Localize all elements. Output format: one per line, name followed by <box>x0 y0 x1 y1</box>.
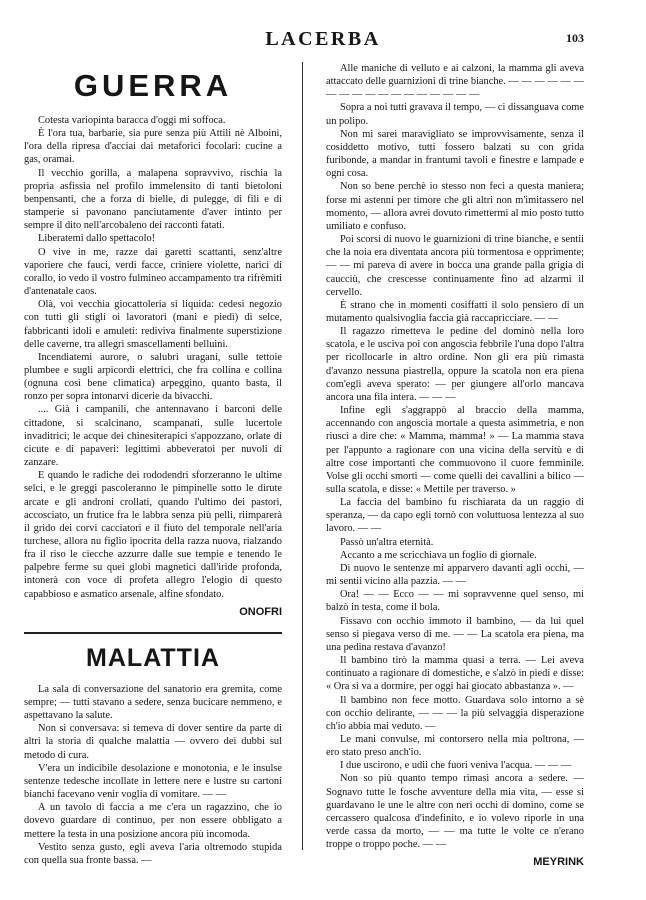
paragraph: Poi scorsi di nuovo le guarnizioni di trine bianche, e sentii che la noia era diventata ancora più tormentosa e opprimente; — — mi pareva di avere in bocca una grande palla grigia di caucciù, che crescesse continuamente fino ad alzarmi il cervello. <box>326 234 584 298</box>
paragraph: Vestito senza gusto, egli aveva l'aria oltremodo stupida con quella sua fronte bassa. — <box>24 841 282 866</box>
paragraph: Le mani convulse, mi contorsero nella mia poltrona, — ero stato preso anch'io. <box>326 733 584 759</box>
author-signature-meyrink: MEYRINK <box>533 856 584 869</box>
left-column <box>24 62 282 867</box>
paragraph: Cotesta variopinta baracca d'oggi mi soffoca. <box>38 115 226 126</box>
paragraph: O vive in me, razze dai garetti scattanti, senz'altre vaporiere che fauci, verdi facce, criniere violette, narici di corallo, io vedo il vostro fulmineo accampamento tra rifrèmiti d'antenatale caos. <box>24 246 282 298</box>
paragraph: Il bambino tirò la mamma quasi a terra. — Lei aveva continuato a ragionare di domestiche, e s'alzò in piedi e disse: « Ora si va a dormire, per oggi hai giocato abbastanza ». — <box>326 655 584 693</box>
paragraph: Il vecchio gorilla, a malapena sopravvivo, rischia la propria asfissia nel profilo immelensito di tanti bietoloni benpensanti, che a forza di bielle, di pulegge, di fili e di stamperie si pavonano panciutamente d'aver intinto per sempre il dito nell'arcobaleno dei racconti fatati. <box>24 167 282 232</box>
paragraph: Sopra a noi tutti gravava il tempo, — ci dissanguava come un polipo. <box>326 102 584 127</box>
article-body-guerra <box>24 114 282 601</box>
paragraph: Il ragazzo rimetteva le pedine del dominò nella loro scatola, e le usciva poi con angoscia febbrile l'una dopo l'altra per ricollocarle in altro ordine. Non gli era più rimasta d'avanzo nessuna piastrella, oppure la scatola non era piena com'egli aveva sperato: — per giungere all'orlo mancava ancora una fila intera. — — — <box>326 326 584 403</box>
article-body-malattia-part1 <box>24 683 282 867</box>
paragraph: Olà, voi vecchia giocattoleria si liquida: cedesi negozio con tutti gli stigli oi lavoratori (mani e piedi) di selce, fabbricanti idoli e amuleti: rediviva finalmente superstizione delle caverne, tra allegri smascellamenti belluini. <box>24 299 282 350</box>
paragraph: Fissavo con occhio immoto il bambino, — da lui quel senso si piegava verso di me. — — La scatola era piena, ma una pedina restava d'avanzo! <box>326 615 584 653</box>
paragraph: Non si conversava: si temeva di dover sentire da parte di altri la storia di qualche malattia — ovvero dei dubbi sul metodo di cura. <box>24 723 282 761</box>
column-divider <box>302 62 303 850</box>
paragraph: Di nuovo le sentenze mi apparvero davanti agli occhi, — mi sentii vicino alla pazzia. — — <box>326 562 584 588</box>
journal-title: LACERBA <box>265 28 381 50</box>
right-column <box>326 62 584 868</box>
paragraph: Liberatemi dallo spettacolo! <box>38 233 156 245</box>
paragraph: V'era un indicibile desolazione e monotonia, e le insulse sentenze tedesche incollate in lettere nere e lustre su cartoni bianchi facevano venir voglia di vomitare. — — <box>24 762 282 801</box>
paragraph: Incendiatemi aurore, o salubri uragani, sulle tettoie plumbee e sugli arpicordi elettrici, che fra collina e collina (ognuna così bene climatica) arpeggino, quanto basta, il ronzo per sopra intonarvi dicerie da bivacchi. <box>24 351 282 403</box>
paragraph: Alle maniche di velluto e ai calzoni, la mamma gli aveva attaccato delle guarnizioni di trine bianche. — — — — — — — — — — — — — — — — — — <box>326 63 584 101</box>
paragraph: Il bambino non fece motto. Guardava solo intorno a sè con occhio delirante, — — — la più selvaggia disperazione ch'io abbia mai veduto. — <box>326 694 584 732</box>
paragraph: .... Già i campanili, che antennavano i barconi delle cittadone, si scalcinano, scampanati, sulle lucertole invaditrici; le acque dei chinesiterapici s'appozzano, orlate di cicute e di papaveri: legittimi abbeveratoi per nuvoli di zanzare. <box>24 404 282 469</box>
paragraph: A un tavolo di faccia a me c'era un ragazzino, che io dovevo guardare di continuo, per non essere obbligato a mettere la testa in una posizione ancora più incomoda. <box>24 802 282 840</box>
paragraph: La sala di conversazione del sanatorio era gremita, come sempre; — tutti stavano a sedere, senza bucicare nemmeno, e aspettavano la salute. <box>24 683 282 722</box>
paragraph: È l'ora tua, barbarie, sia pure senza più Attili nè Alboini, l'ora della ripresa d'acciai dai metaforici focolari: cucine a gas, oramai. <box>24 128 282 166</box>
article-title-guerra: GUERRA <box>73 68 233 103</box>
paragraph: Ora! — — Ecco — — mi sopravvenne quel senso, mi balzò in testa, come il bola. <box>326 589 584 614</box>
page-number: 103 <box>566 31 584 45</box>
paragraph: E quando le radiche dei rododendri sforzeranno le ultime selci, e le greggi pascoleranno le pimpinelle sotto le dirute arcate e gli androni crollati, quando l'ultimo dei pastori, accosciato, un frutice fra le labbra senza più pelli, riimparerà il grido dei corvi cacciatori e il fiuto del temporale nell'aria turchese, allora nu figlio ipocrita della razza nuova, rialzando fra il riso le ciecche azzurre dalle sue tempie e tenendo le palpebre ferme su quei globi magnetici dall'iride profonda, intonerà con voce di profeta allegro l'elogio di questo capabbioso e asmatico arsenale, alfine sfondato. <box>24 470 282 600</box>
paragraph: Passò un'altra eternità. <box>340 536 434 548</box>
paragraph: I due uscirono, e udii che fuori veniva l'acqua. — — — <box>340 760 572 772</box>
author-signature-onofri: ONOFRI <box>239 605 282 618</box>
article-body-malattia-part2 <box>326 62 584 851</box>
masthead <box>0 28 646 52</box>
paragraph: Non so più quanto tempo rimasi ancora a sedere. — Sognavo tutte le fosche avventure della mia vita, — esse si guardavano le une le altre con neri occhi di domino, come se cercassero qualcosa d'indefinito, e io volevo riporle in una verde cassa da morto, — — ma tutte le volte ce n'erano troppe o troppo poche. — — <box>326 773 584 851</box>
paragraph: Non mi sarei maravigliato se improvvisamente, senza il cosiddetto motivo, tutti fossero balzati su con grida furibonde, a mandar in frantumi tavoli e finestre e lampade e ogni cosa. <box>326 128 584 180</box>
article-title-malattia: MALATTIA <box>86 643 220 672</box>
section-divider <box>24 632 282 634</box>
paragraph: Infine egli s'aggrappò al braccio della mamma, accennando con angoscia mortale a questa asimmetria, e non riuscì a dire che: « Mamma, mamma! » — La mamma stava per l'appunto a ragionare con una vicina della servitù e di altre cose importanti che commuovono il cuore femminile. Volse gli occhi smorti — come quelli dei cavallini a bilico — sulla scatola, e disse: « Mettile per traverso. » <box>326 405 584 495</box>
paragraph: La faccia del bambino fu rischiarata da un raggio di speranza, — da capo egli tornò con voluttuosa lentezza al suo lavoro. — — <box>326 497 584 535</box>
paragraph: Accanto a me scricchiava un foglio di giornale. <box>340 549 537 561</box>
paragraph: Non so bene perchè io stesso non feci a questa maniera; forse mi astenni per timore che gli altri non m'imitassero nel momento, — allora avrei dovuto rimettermi al mio posto tutto umiliato e confuso. <box>326 181 584 232</box>
paragraph: È strano che in momenti cosiffatti il solo pensiero di un mutamento qualsivoglia faccia già raccapricciare. — — <box>326 299 584 324</box>
